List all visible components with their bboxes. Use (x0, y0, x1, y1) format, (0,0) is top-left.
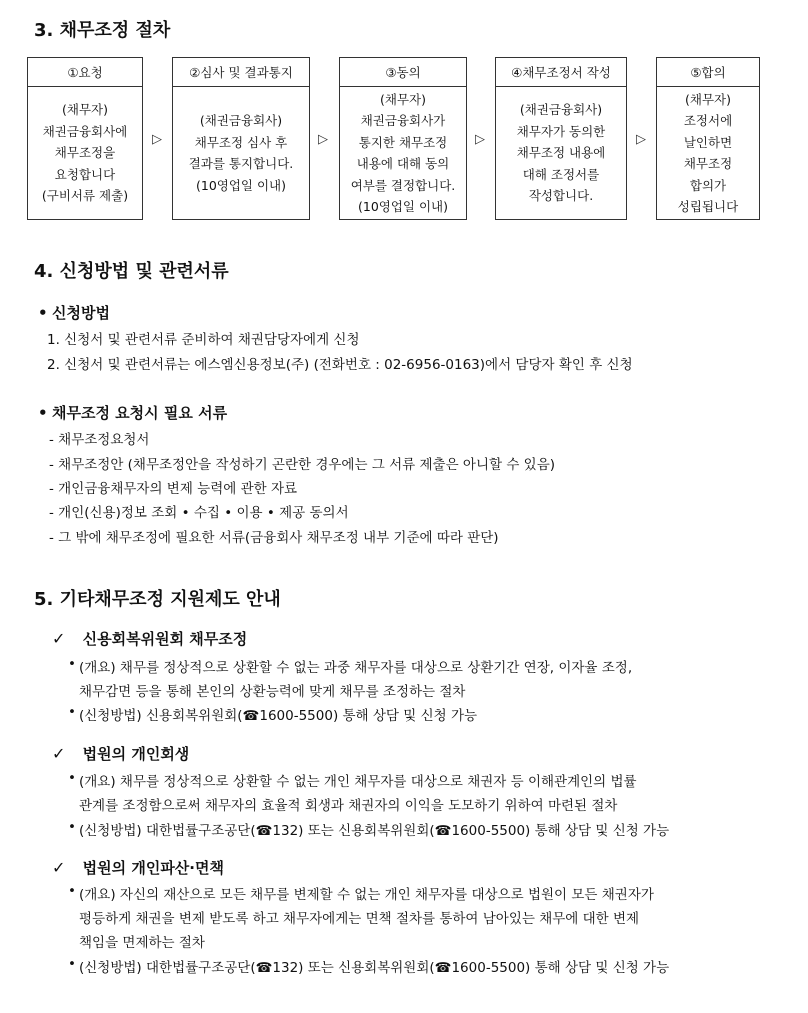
step-2-head: ②심사 및 결과통지 (172, 57, 310, 87)
bullet-icon: • (38, 304, 48, 322)
step-5-line: (채무자) (685, 91, 731, 107)
step-1-line: 채권금융회사에 (42, 123, 128, 139)
section-3-title: 3. 채무조정 절차 (34, 20, 171, 41)
step-3-line: 채권금융회사가 (360, 113, 446, 128)
docs-item: - 채무조정안 (채무조정안을 작성하기 곤란한 경우에는 그 서류 제출은 아니할 수 있음) (49, 457, 556, 473)
docs-item: - 개인(신용)정보 조회 • 수집 • 이용 • 제공 동의서 (49, 505, 349, 521)
step-3-line: (10영업일 이내) (357, 199, 448, 214)
docs-heading (38, 402, 227, 423)
docs-item: - 그 밖에 채무조정에 필요한 서류(금융회사 채무조정 내부 기준에 따라 판단) (49, 530, 499, 546)
step-4-line: 대해 조정서를 (522, 166, 600, 182)
step-1-line: 채무조정을 (54, 145, 116, 161)
group-2-line: (개요) 채무를 정상적으로 상환할 수 없는 개인 채무자를 대상으로 채권자 등 이해관계인의 법률 (79, 774, 637, 790)
step-1-line: (구비서류 제출) (41, 188, 129, 204)
step-3-line: 통지한 채무조정 (358, 134, 448, 150)
step-3-line: 여부를 결정합니다. (350, 177, 456, 193)
step-3-body (339, 86, 467, 220)
group-3-bullet (68, 956, 76, 972)
group-2-line: (신청방법) 대한법률구조공단(☎132) 또는 신용회복위원회(☎1600-5500) 통해 상담 및 신청 가능 (79, 823, 670, 839)
step-3-line: (채무자) (380, 91, 426, 107)
method-item: 1. 신청서 및 관련서류 준비하여 채권담당자에게 신청 (47, 332, 360, 348)
step-2-line: 결과를 통지합니다. (188, 156, 294, 171)
bullet-icon: • (68, 770, 76, 786)
docs-title: 채무조정 요청시 필요 서류 (52, 404, 228, 422)
bullet-icon: • (68, 883, 76, 899)
group-2-title: 법원의 개인회생 (82, 745, 190, 763)
group-2-line: 관계를 조정함으로써 채무자의 효율적 회생과 채권자의 이익을 도모하기 위하여 마련된 절차 (79, 798, 618, 814)
section-4-title: 4. 신청방법 및 관련서류 (34, 261, 229, 282)
step-1-line: 요청합니다 (54, 166, 116, 182)
step-4-body (495, 86, 627, 220)
method-heading (38, 302, 110, 323)
group-1-title: 신용회복위원회 채무조정 (82, 630, 248, 648)
group-2-heading (52, 743, 189, 764)
check-icon: ✓ (52, 744, 66, 763)
step-5-line: 조정서에 (683, 113, 733, 128)
step-5-line: 성립됩니다 (677, 199, 739, 214)
step-3-head: ③동의 (339, 57, 467, 87)
group-1-heading (52, 628, 247, 649)
group-3-line: 책임을 면제하는 절차 (79, 935, 205, 951)
group-2-bullet (68, 770, 76, 786)
step-4-line: 작성합니다. (528, 188, 594, 204)
bullet-icon: • (68, 819, 76, 835)
step-5-line: 합의가 (689, 177, 727, 193)
arrow-right-icon: ▷ (636, 132, 646, 147)
check-icon: ✓ (52, 858, 66, 877)
step-5-head: ⑤합의 (656, 57, 760, 87)
method-title: 신청방법 (52, 304, 110, 322)
group-3-heading (52, 857, 224, 878)
docs-item: - 채무조정요청서 (49, 432, 150, 448)
step-2-body (172, 86, 310, 220)
step-4-head: ④채무조정서 작성 (495, 57, 627, 87)
arrow-right-icon: ▷ (475, 132, 485, 147)
group-1-bullet (68, 656, 76, 672)
step-2-line: 채무조정 심사 후 (194, 134, 288, 150)
bullet-icon: • (68, 956, 76, 972)
step-4-line: 채무조정 내용에 (516, 145, 606, 161)
step-5-line: 날인하면 (683, 134, 733, 150)
group-3-line: (신청방법) 대한법률구조공단(☎132) 또는 신용회복위원회(☎1600-5500) 통해 상담 및 신청 가능 (79, 960, 670, 976)
group-3-line: 평등하게 채권을 변제 받도록 하고 채무자에게는 면책 절차를 통하여 남아있는 채무에 대한 변제 (79, 911, 640, 927)
section-5-title: 5. 기타채무조정 지원제도 안내 (34, 589, 281, 610)
bullet-icon: • (68, 704, 76, 720)
step-4-line: 채무자가 동의한 (516, 123, 606, 139)
step-5-line: 채무조정 (683, 156, 733, 171)
group-3-title: 법원의 개인파산·면책 (82, 859, 224, 877)
group-1-line: (개요) 채무를 정상적으로 상환할 수 없는 과중 채무자를 대상으로 상환기간 연장, 이자율 조정, (79, 660, 633, 676)
check-icon: ✓ (52, 629, 66, 648)
arrow-right-icon: ▷ (152, 132, 162, 147)
step-5-body (656, 86, 760, 220)
step-2-line: (채권금융회사) (199, 113, 283, 128)
step-4-line: (채권금융회사) (519, 102, 603, 118)
step-1-body (27, 86, 143, 220)
group-1-line: (신청방법) 신용회복위원회(☎1600-5500) 통해 상담 및 신청 가능 (79, 708, 478, 724)
step-2-line: (10영업일 이내) (195, 177, 286, 193)
step-1-head: ①요청 (27, 57, 143, 87)
bullet-icon: • (68, 656, 76, 672)
step-1-line: (채무자) (62, 102, 108, 118)
arrow-right-icon: ▷ (318, 132, 328, 147)
group-3-line: (개요) 자신의 재산으로 모든 채무를 변제할 수 없는 개인 채무자를 대상으로 법원이 모든 채권자가 (79, 887, 654, 903)
group-1-bullet (68, 704, 76, 720)
docs-item: - 개인금융채무자의 변제 능력에 관한 자료 (49, 481, 298, 497)
method-item: 2. 신청서 및 관련서류는 에스엠신용정보(주) (전화번호 : 02-6956-0163)에서 담당자 확인 후 신청 (47, 357, 633, 373)
group-3-bullet (68, 883, 76, 899)
step-3-line: 내용에 대해 동의 (356, 156, 450, 171)
bullet-icon: • (38, 404, 48, 422)
group-2-bullet (68, 819, 76, 835)
group-1-line: 채무감면 등을 통해 본인의 상환능력에 맞게 채무를 조정하는 절차 (79, 684, 466, 700)
